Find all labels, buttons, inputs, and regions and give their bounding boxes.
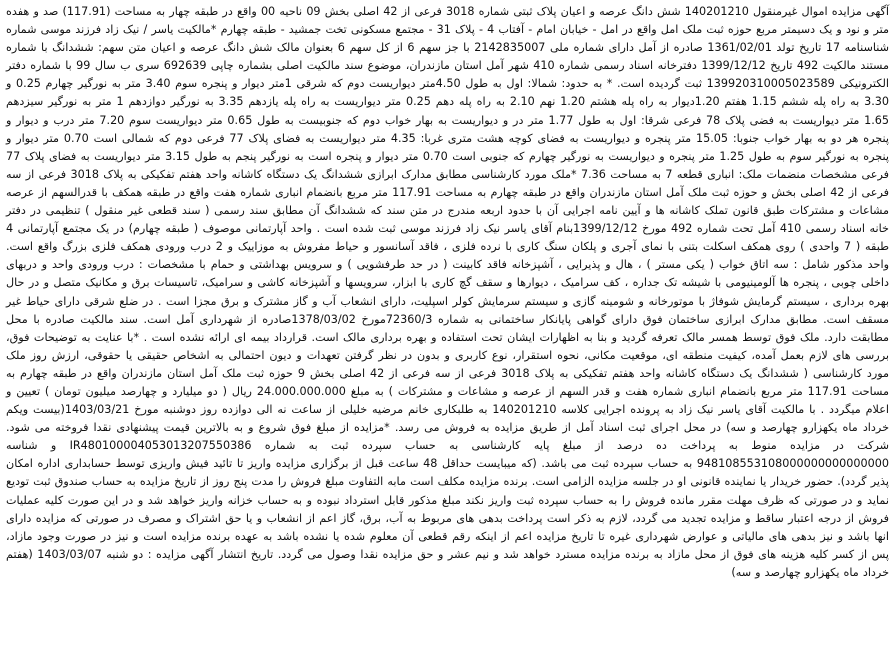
notice-body-text: آگهی مزایده اموال غیرمنقول 140201210 شش دانگ عرصه و اعیان پلاک ثبتی شماره 3018 فرعی از 42 اصلی بخش 09 ناحیه 00 واقع در طبقه چهار به مساحت (117.91) صد و هفده متر و نود و یک دسیمتر مربع حوزه ثبت ملک امل واقع در امل - خیابان امام - آفتاب 4 - پلاک 31 - مجتمع مسکونی تخت جمشید - طبقه چهارم *مالکیت یاسر / نیک زاد فرزند موسی شماره شناسنامه 17 تاریخ تولد 1361/02/01 صادره از آمل دارای شماره ملی 2142835007 با جز سهم 6 از کل سهم 6 بعنوان مالک شش دانگ عرصه و اعیان متن سهم: ششدانگ با شماره مستند مالکیت 492 تاریخ 1399/12/12 دفترخانه اسناد رسمی شماره 410 شهر آمل استان مازندران، موضوع سند مالکیت اصلی بشماره چاپی 692639 سری ب سال 99 با شماره دفتر الکترونیکی 139920310005023589 ثبت گردیده است. * به حدود: شمالا: اول به طول 4.50متر دیواریست دوم که شرقی 1متر دیوار و پنجره سوم 3.40 متر به نورگیر چهارم 0.25 و 3.30 به راه پله ششم 1.15 هفتم 1.20دیوار به راه پله هشتم 1.20 نهم 2.10 به راه پله دهم 0.25 متر دیواریست به راه پله یازدهم 3.35 به نورگیر دوازدهم 1 متر به نورگیر سیزدهم 1.65 متر دیواریست به فضی پلاک 78 فرعی شرقا: اول به طول 1.77 متر در و دیواریست به بهار خواب دوم که جنوبیست به طول 0.65 متر دیواریست سوم 7.20 متر درب و دیوار و پنجره هر دو به بهار خواب جنوبا: 15.05 متر پنجره و دیواریست به فضای کوچه هشت متری غربا: 4.35 متر دیواریست به فضای پلاک 77 فرعی دوم که شمالی است 0.70 متر دیوار و پنجره به نورگیر سوم به طول 1.25 متر پنجره و دیواریست به نورگیر چهارم که جنوبی است 0.70 متر دیوار و پنجره است به نورگیر پنجم به طول 3.15 متر دیواریست به فضای پلاک 77 فرعی مشخصات منضمات ملک: انباری قطعه 7 به مساحت 7.36 *ملک مورد کارشناسی مطابق مدارک ابرازی ششدانگ یک دستگاه کاشانه واحد هفتم تفکیکی به پلاک 3018 فرعی از سه فرعی از 42 اصلی بخش و حوزه ثبت ملک آمل استان مازندران واقع در طبقه چهارم به مساحت 117.91 متر مربع بانضمام انباری شماره هفت واقع در طبقه همکف با قدرالسهم از عرصه مشاعات و مشترکات طبق قانون تملک کاشانه ها و آیین نامه اجرایی آن با حدود اربعه مندرج در متن سند که ششدانگ آن مطابق سند رسمی ( سند قطعی غیر منقول ) تنظیمی در دفتر خانه اسناد رسمی 410 آمل تحت شماره 492 مورخ 1399/12/12بنام آقای یاسر نیک زاد فرزند موسی ثبت شده است . واحد آپارتمانی موصوف ( طبقه چهارم) در یک مجتمع آپارتمانی 4 طبقه ( 7 واحدی ) روی همکف اسکلت بتنی با نمای آجری و پلکان سنگ کاری با نرده فلزی ، فاقد آسانسور و حیاط مفروش به موزاییک و 2 درب ورودی همکف فلزی بزرگ واقع است. واحد مذکور شامل : سه اتاق خواب ( یکی مستر ) ، هال و پذیرایی ، آشپزخانه فاقد کابینت ( در حد طرفشویی ) و سرویس بهداشتی و حمام با مشخصات : درب ورودی واحد و دربهای داخلی چوبی ، پنجره ها آلومینیومی با شیشه تک جداره ، کف سرامیک ، دیوارها و سقف گچ کاری با ابزار، سرویسها و آشپزخانه کاشی و سرامیک، تاسیسات برق و مکانیک متصل و در حال بهره برداری ، سیستم گرمایش شوفاژ با موتورخانه و شومینه گازی و سیستم سرمایش کولر اسپلیت، دارای انشعاب آب و گاز مشترک و برق مجزا است . در ضلع شرقی دارای حیاط غیر مسقف است. مطابق مدارک ابرازی ساختمان فوق دارای گواهی پایانکار ساختمانی به شماره 72360/3مورخ 1378/03/02صادره از شهرداری آمل است. سند مالکیت صادره با محل مطابقت دارد. ملک فوق توسط همسر مالک تعرفه گردید و بنا به اظهارات ایشان تحت استفاده و بهره برداری مالک است. قرارداد بیمه ای ارائه نشده است . *با عنایت به توضیحات فوق، بررسی های لازم بعمل آمده، کیفیت منطقه ای، موقعیت مکانی، نحوه استقرار، نوع کاربری و بدون در نظر گرفتن تعهدات و دیون احتمالی به اشخاص حقیقی یا حقوقی، ارزش روز ملک مورد کارشناسی ( ششدانگ یک دستگاه کاشانه واحد هفتم تفکیکی به پلاک 3018 فرعی از سه فرعی از 42 اصلی بخش 9 حوزه ثبت ملک آمل استان مازندران واقع در طبقه چهارم به مساحت 117.91 متر مربع بانضمام انباری شماره هفت و قدر السهم از عرصه و مشاعات و مشترکات ) به مبلغ 24.000.000.000 ریال ( دو میلیارد و چهارصد میلیون تومان ) تعیین و اعلام میگردد . با مالکیت آقای یاسر نیک زاد به پرونده اجرایی کلاسه 140201210 به طلبکاری خانم مرضیه خلیلی از ساعت نه الی دوازده روز دوشنبه مورخ 1403/03/21(بیست ویکم خرداد ماه یکهزارو چهارصد و سه) در محل اجرای ثبت اسناد آمل از طریق مزایده به فروش می رسد. *مزایده از مبلغ فوق شروع و به بالاترین قیمت پیشنهادی نقدا فروخته می شود. شرکت در مزایده منوط به پرداخت ده درصد از مبلغ پایه کارشناسی به حساب سپرده ثبت به شماره IR480100004053013207550386 و شناسه 948108553108000000000000000 به حساب سپرده ثبت می باشد. (که میبایست حداقل 48 ساعت قبل از برگزاری مزایده واریز تا تائید فیش واریزی توسط حسابداری اداره امکان پذیر گردد). حضور خریدار یا نماینده قانونی او در جلسه مزایده الزامی است. برنده مزایده مکلف است مابه التفاوت مبلغ فروش را مدت پنج روز از تاریخ مزایده به حساب صندوق ثبت تودیع نماید و در صورتی که ظرف مهلت مقرر مانده فروش را به حساب سپرده ثبت واریز نکند مبلغ مذکور قابل استرداد نبوده و به حساب خزانه واریز خواهد شد و در این صورت کلیه عملیات فروش از درجه اعتبار ساقط و مزایده تجدید می گردد، لازم به ذکر است پرداخت بدهی های مربوط به آب، برق، گاز اعم از انشعاب و یا حق اشتراک و مصرف در صورتی که مزایده دارای انها باشد و نیز بدهی های مالیاتی و عوارض شهرداری غیره تا تاریخ مزایده اعم از اینکه رقم قطعی آن معلوم شده یا نشده باشد به عهده برنده مزایده است و نیز در صورت وجود مازاد، پس از کسر کلیه هزینه های فوق از محل مازاد به برنده مزایده مسترد خواهد شد و نیم عشر و حق مزایده نقدا وصول می گردد. تاریخ انتشار آگهی مزایده : دو شنبه 1403/03/07 (هفتم خرداد ماه یکهزارو چهارصد و سه) [6, 5, 890, 579]
